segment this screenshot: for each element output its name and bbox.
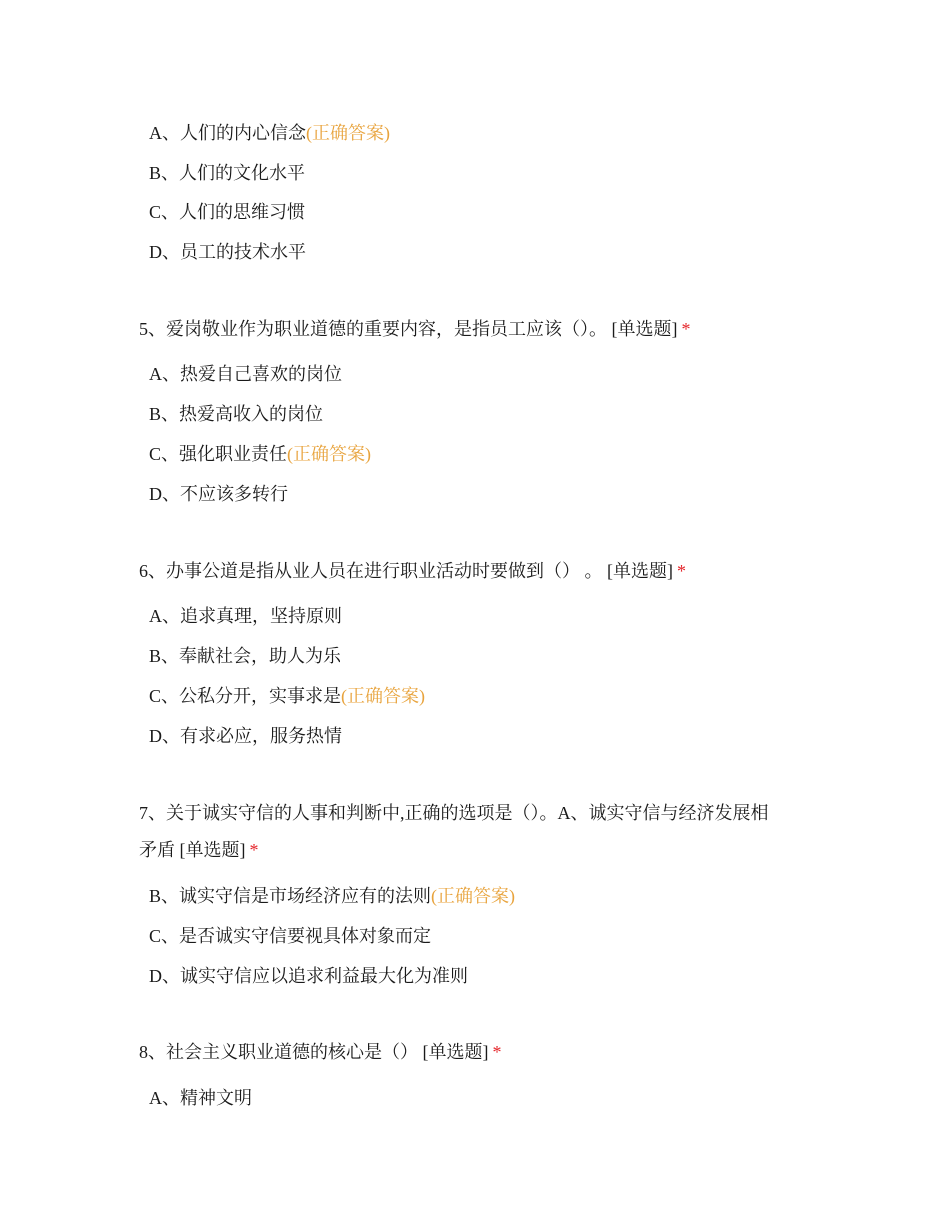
option-b [149,884,950,908]
option-text: D、员工的技术水平 [149,242,306,262]
option-text: A、人们的内心信念 [149,123,306,143]
correct-answer-mark: (正确答案) [287,444,372,464]
option-text: C、强化职业责任 [149,444,288,464]
option-text: C、是否诚实守信要视具体对象而定 [149,926,432,946]
option-c [149,684,950,708]
option-c [149,200,950,224]
option-text: B、诚实守信是市场经济应有的法则 [149,886,432,906]
option-a [149,1086,950,1110]
option-text: B、热爱高收入的岗位 [149,404,324,424]
question-title [139,559,950,583]
question-title-line1 [139,801,950,825]
option-d [149,482,950,506]
option-text: C、人们的思维习惯 [149,202,306,222]
option-d [149,724,950,748]
correct-answer-mark: (正确答案) [431,886,516,906]
option-b [149,644,950,668]
option-c [149,924,950,948]
question-title [139,317,950,341]
option-text: D、不应该多转行 [149,484,288,504]
option-d [149,964,950,988]
option-text: C、公私分开，实事求是 [149,686,342,706]
required-marker: * [677,561,686,581]
option-c [149,442,950,466]
option-text: A、热爱自己喜欢的岗位 [149,364,342,384]
option-a [149,121,950,145]
required-marker: * [681,319,691,339]
question-text: 7、关于诚实守信的人事和判断中,正确的选项是（）。A、诚实守信与经济发展相 [139,803,769,823]
option-a [149,604,950,628]
question-text: 5、爱岗敬业作为职业道德的重要内容，是指员工应该（）。 [单选题] [139,319,678,339]
option-b [149,161,950,185]
option-text: D、有求必应，服务热情 [149,726,342,746]
option-a [149,362,950,386]
correct-answer-mark: (正确答案) [341,686,426,706]
question-text: 6、办事公道是指从业人员在进行职业活动时要做到（） 。 [单选题] [139,561,673,581]
option-text: B、人们的文化水平 [149,163,306,183]
option-text: A、精神文明 [149,1088,252,1108]
option-text: D、诚实守信应以追求利益最大化为准则 [149,966,468,986]
option-text: B、奉献社会，助人为乐 [149,646,342,666]
option-d [149,240,950,264]
question-title [139,1040,950,1064]
required-marker: * [249,840,259,860]
question-text: 矛盾 [单选题] [139,840,246,860]
option-text: A、追求真理，坚持原则 [149,606,342,626]
question-text: 8、社会主义职业道德的核心是（） [单选题] [139,1042,489,1062]
required-marker: * [492,1042,502,1062]
correct-answer-mark: (正确答案) [306,123,390,143]
question-title-line2 [139,838,950,862]
option-b [149,402,950,426]
